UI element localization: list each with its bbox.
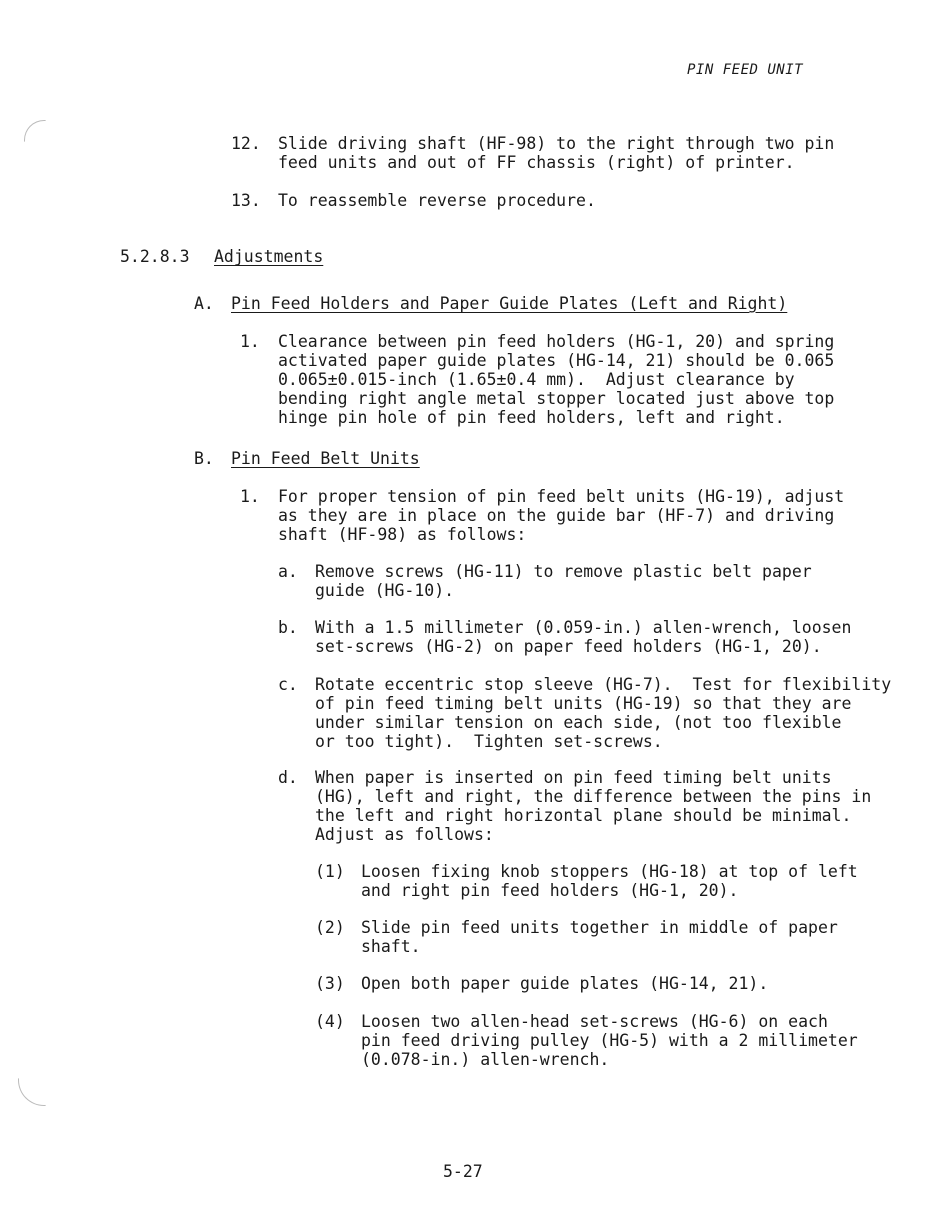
subitem-c-letter: c. — [278, 675, 298, 694]
step-1-line-2: and right pin feed holders (HG-1, 20). — [361, 881, 739, 900]
subsection-a-title: Pin Feed Holders and Paper Guide Plates (Left and Right) — [231, 294, 788, 313]
b-item-1-line-3: shaft (HF-98) as follows: — [278, 525, 527, 544]
subitem-d-line-1: When paper is inserted on pin feed timing belt units — [315, 768, 832, 787]
step-2-number: (2) — [315, 918, 345, 937]
b-item-1-line-2: as they are in place on the guide bar (HF-7) and driving — [278, 506, 835, 525]
subsection-b-title: Pin Feed Belt Units — [231, 449, 420, 468]
subitem-a-line-2: guide (HG-10). — [315, 581, 455, 600]
section-title: Adjustments — [214, 247, 324, 266]
a-item-1-line-5: hinge pin hole of pin feed holders, left and right. — [278, 408, 785, 427]
subitem-c-line-4: or too tight). Tighten set-screws. — [315, 732, 663, 751]
step-3-number: (3) — [315, 974, 345, 993]
subitem-c-line-3: under similar tension on each side, (not too flexible — [315, 713, 842, 732]
subsection-a-letter: A. — [194, 294, 214, 313]
b-item-1-number: 1. — [240, 487, 260, 506]
step-12-line-2: feed units and out of FF chassis (right) of printer. — [278, 153, 795, 172]
step-1-number: (1) — [315, 862, 345, 881]
page-number: 5-27 — [443, 1162, 483, 1181]
a-item-1-line-4: bending right angle metal stopper located just above top — [278, 389, 835, 408]
a-item-1-line-2: activated paper guide plates (HG-14, 21) should be 0.065 — [278, 351, 835, 370]
step-4-number: (4) — [315, 1012, 345, 1031]
scan-mark-bottom — [18, 1078, 46, 1106]
subitem-b-line-2: set-screws (HG-2) on paper feed holders (HG-1, 20). — [315, 637, 822, 656]
step-4-line-1: Loosen two allen-head set-screws (HG-6) on each — [361, 1012, 828, 1031]
a-item-1-number: 1. — [240, 332, 260, 351]
subitem-d-line-4: Adjust as follows: — [315, 825, 494, 844]
subitem-c-line-1: Rotate eccentric stop sleeve (HG-7). Test for flexibility — [315, 675, 892, 694]
step-1-line-1: Loosen fixing knob stoppers (HG-18) at top of left — [361, 862, 858, 881]
subitem-c-line-2: of pin feed timing belt units (HG-19) so that they are — [315, 694, 852, 713]
a-item-1-line-3: 0.065±0.015-inch (1.65±0.4 mm). Adjust clearance by — [278, 370, 795, 389]
subitem-b-letter: b. — [278, 618, 298, 637]
subitem-d-letter: d. — [278, 768, 298, 787]
a-item-1-line-1: Clearance between pin feed holders (HG-1, 20) and spring — [278, 332, 835, 351]
scan-mark-top — [24, 120, 46, 142]
step-13-line-1: To reassemble reverse procedure. — [278, 191, 596, 210]
step-4-line-2: pin feed driving pulley (HG-5) with a 2 millimeter — [361, 1031, 858, 1050]
step-13-number: 13. — [231, 191, 261, 210]
step-3-line-1: Open both paper guide plates (HG-14, 21). — [361, 974, 769, 993]
step-2-line-2: shaft. — [361, 937, 421, 956]
step-12-number: 12. — [231, 134, 261, 153]
subitem-d-line-3: the left and right horizontal plane should be minimal. — [315, 806, 852, 825]
b-item-1-line-1: For proper tension of pin feed belt units (HG-19), adjust — [278, 487, 845, 506]
subitem-b-line-1: With a 1.5 millimeter (0.059-in.) allen-wrench, loosen — [315, 618, 852, 637]
page-header: PIN FEED UNIT — [687, 62, 804, 78]
subitem-d-line-2: (HG), left and right, the difference between the pins in — [315, 787, 872, 806]
step-4-line-3: (0.078-in.) allen-wrench. — [361, 1050, 610, 1069]
step-2-line-1: Slide pin feed units together in middle of paper — [361, 918, 838, 937]
step-12-line-1: Slide driving shaft (HF-98) to the right through two pin — [278, 134, 835, 153]
subitem-a-line-1: Remove screws (HG-11) to remove plastic belt paper — [315, 562, 812, 581]
subsection-b-letter: B. — [194, 449, 214, 468]
subitem-a-letter: a. — [278, 562, 298, 581]
section-number: 5.2.8.3 — [120, 247, 190, 266]
